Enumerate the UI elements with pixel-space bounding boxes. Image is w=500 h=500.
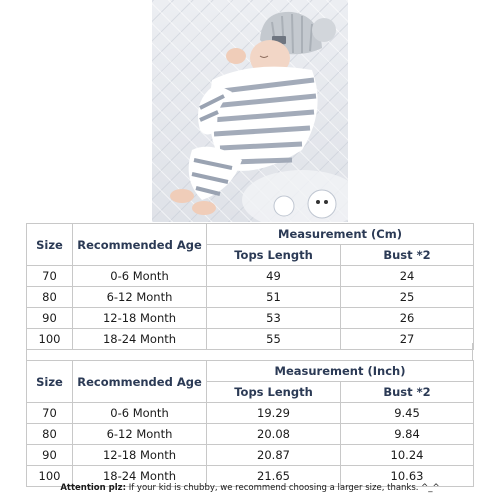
size-cell: 70 xyxy=(27,403,73,424)
age-cell: 0-6 Month xyxy=(73,403,207,424)
product-photo xyxy=(152,0,348,222)
size-cell: 100 xyxy=(27,329,73,350)
age-header: Recommended Age xyxy=(73,224,207,266)
bust-cell: 27 xyxy=(341,329,474,350)
baby-illustration xyxy=(152,0,348,222)
tops-cell: 49 xyxy=(207,266,341,287)
tops-cell: 53 xyxy=(207,308,341,329)
size-cell: 90 xyxy=(27,308,73,329)
table-row xyxy=(27,308,474,329)
age-cell: 6-12 Month xyxy=(73,424,207,445)
bust-cell: 25 xyxy=(341,287,474,308)
age-cell: 0-6 Month xyxy=(73,266,207,287)
size-table-cm xyxy=(26,223,474,350)
table-row xyxy=(27,403,474,424)
age-cell: 18-24 Month xyxy=(73,329,207,350)
bust-cell: 26 xyxy=(341,308,474,329)
table-row xyxy=(27,266,474,287)
measurement-header: Measurement (Cm) xyxy=(207,224,474,245)
measurement-header: Measurement (Inch) xyxy=(207,361,474,382)
bust-cell: 10.24 xyxy=(341,445,474,466)
size-cell: 80 xyxy=(27,424,73,445)
size-cell: 100 xyxy=(27,466,73,487)
bust-cell: 10.63 xyxy=(341,466,474,487)
age-cell: 12-18 Month xyxy=(73,308,207,329)
age-header: Recommended Age xyxy=(73,361,207,403)
table-row xyxy=(27,287,474,308)
bust-header: Bust *2 xyxy=(341,245,474,266)
bust-header: Bust *2 xyxy=(341,382,474,403)
tops-cell: 19.29 xyxy=(207,403,341,424)
size-cell: 70 xyxy=(27,266,73,287)
tops-cell: 20.87 xyxy=(207,445,341,466)
tops-cell: 21.65 xyxy=(207,466,341,487)
tops-cell: 20.08 xyxy=(207,424,341,445)
size-header: Size xyxy=(27,361,73,403)
age-cell: 6-12 Month xyxy=(73,287,207,308)
size-header: Size xyxy=(27,224,73,266)
tops-length-header: Tops Length xyxy=(207,382,341,403)
attention-note xyxy=(0,483,500,493)
bust-cell: 9.45 xyxy=(341,403,474,424)
bust-cell: 9.84 xyxy=(341,424,474,445)
table-row xyxy=(27,445,474,466)
bust-cell: 24 xyxy=(341,266,474,287)
age-cell: 18-24 Month xyxy=(73,466,207,487)
attention-label: Attention plz: xyxy=(60,483,127,493)
size-table-inch xyxy=(26,360,474,487)
table-spacer xyxy=(26,343,473,360)
age-cell: 12-18 Month xyxy=(73,445,207,466)
attention-text: If your kid is chubby, we recommend choosing a larger size, thanks. ^_^ xyxy=(126,483,440,493)
tops-cell: 55 xyxy=(207,329,341,350)
size-cell: 80 xyxy=(27,287,73,308)
tops-length-header: Tops Length xyxy=(207,245,341,266)
table-row xyxy=(27,424,474,445)
tops-cell: 51 xyxy=(207,287,341,308)
size-cell: 90 xyxy=(27,445,73,466)
